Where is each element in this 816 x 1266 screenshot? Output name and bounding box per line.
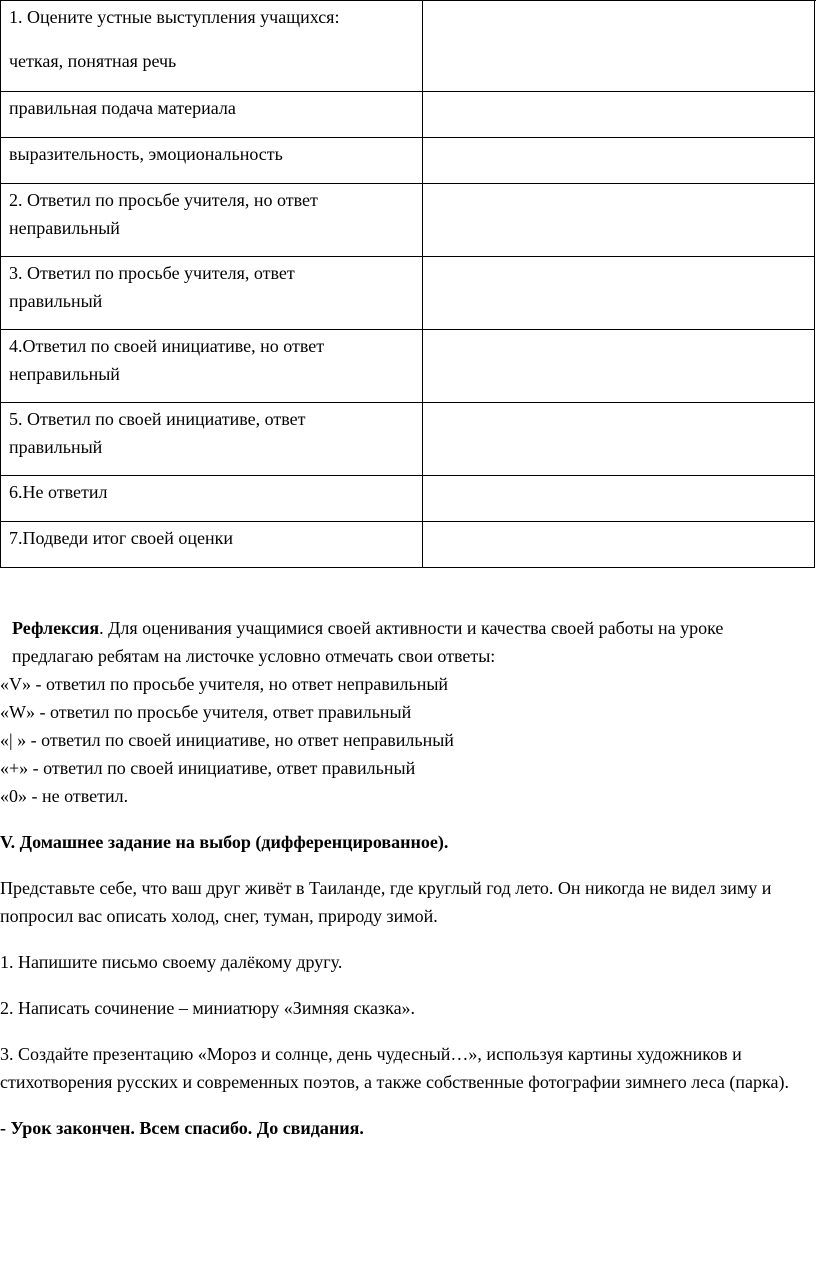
table-row [1, 184, 815, 257]
criterion-text: правильная подача материала [9, 98, 236, 118]
criterion-cell [1, 1, 423, 92]
criterion-text: 1. Оцените устные выступления учащихся: [9, 7, 340, 27]
criterion-text: 5. Ответил по своей инициативе, ответ [9, 409, 306, 429]
criterion-text: 7.Подведи итог своей оценки [9, 528, 234, 548]
table-row [1, 522, 815, 568]
reflection-title: Рефлексия [12, 618, 100, 638]
criterion-text: 4.Ответил по своей инициативе, но ответ [9, 336, 325, 356]
criterion-text: выразительность, эмоциональность [9, 144, 283, 164]
table-row [1, 92, 815, 138]
criterion-cell [1, 522, 423, 568]
criterion-cell [1, 476, 423, 522]
legend-item: «V» - ответил по просьбе учителя, но ответ неправильный [0, 674, 449, 694]
criterion-cell [1, 330, 423, 403]
criterion-text: правильный [9, 437, 103, 457]
criterion-text: неправильный [9, 218, 120, 238]
score-cell[interactable] [423, 257, 815, 330]
homework-task: 3. Создайте презентацию «Мороз и солнце, день чудесный…», используя картины художников и стихотворения русских и современных поэтов, а также собственные фотографии зимнего леса (парка). [0, 1044, 789, 1092]
table-row [1, 330, 815, 403]
table-row [1, 1, 815, 92]
legend-item: «0» - не ответил. [0, 786, 129, 806]
table-row [1, 257, 815, 330]
table-row [1, 476, 815, 522]
score-cell[interactable] [423, 92, 815, 138]
closing-line: - Урок закончен. Всем спасибо. До свидания. [0, 1118, 364, 1138]
criterion-text: 2. Ответил по просьбе учителя, но ответ [9, 190, 318, 210]
reflection-intro: . Для оценивания учащимися своей активности и качества своей работы на уроке предлагаю ребятам на листочке условно отмечать свои ответы: [12, 618, 724, 666]
score-cell[interactable] [423, 476, 815, 522]
criterion-cell [1, 92, 423, 138]
criterion-text: 3. Ответил по просьбе учителя, ответ [9, 263, 295, 283]
homework-intro: Представьте себе, что ваш друг живёт в Таиланде, где круглый год лето. Он никогда не видел зиму и попросил вас описать холод, снег, туман, природу зимой. [0, 878, 772, 926]
homework-heading: V. Домашнее задание на выбор (дифференцированное). [0, 832, 449, 852]
criterion-text: правильный [9, 291, 103, 311]
table-row [1, 138, 815, 184]
criterion-cell [1, 403, 423, 476]
criterion-cell [1, 184, 423, 257]
legend-item: «| » - ответил по своей инициативе, но ответ неправильный [0, 730, 454, 750]
score-cell[interactable] [423, 184, 815, 257]
criterion-text: 6.Не ответил [9, 482, 108, 502]
criterion-text: четкая, понятная речь [9, 51, 177, 71]
score-cell[interactable] [423, 330, 815, 403]
criterion-cell [1, 138, 423, 184]
homework-task: 1. Напишите письмо своему далёкому другу. [0, 952, 343, 972]
homework-task: 2. Написать сочинение – миниатюру «Зимняя сказка». [0, 998, 416, 1018]
main-text [0, 614, 800, 1142]
score-cell[interactable] [423, 522, 815, 568]
score-cell[interactable] [423, 1, 815, 92]
legend-item: «+» - ответил по своей инициативе, ответ правильный [0, 758, 416, 778]
evaluation-table [0, 0, 815, 568]
table-row [1, 403, 815, 476]
score-cell[interactable] [423, 403, 815, 476]
criterion-text: неправильный [9, 364, 120, 384]
reflection-paragraph [0, 614, 800, 670]
legend-item: «W» - ответил по просьбе учителя, ответ правильный [0, 702, 412, 722]
score-cell[interactable] [423, 138, 815, 184]
criterion-cell [1, 257, 423, 330]
